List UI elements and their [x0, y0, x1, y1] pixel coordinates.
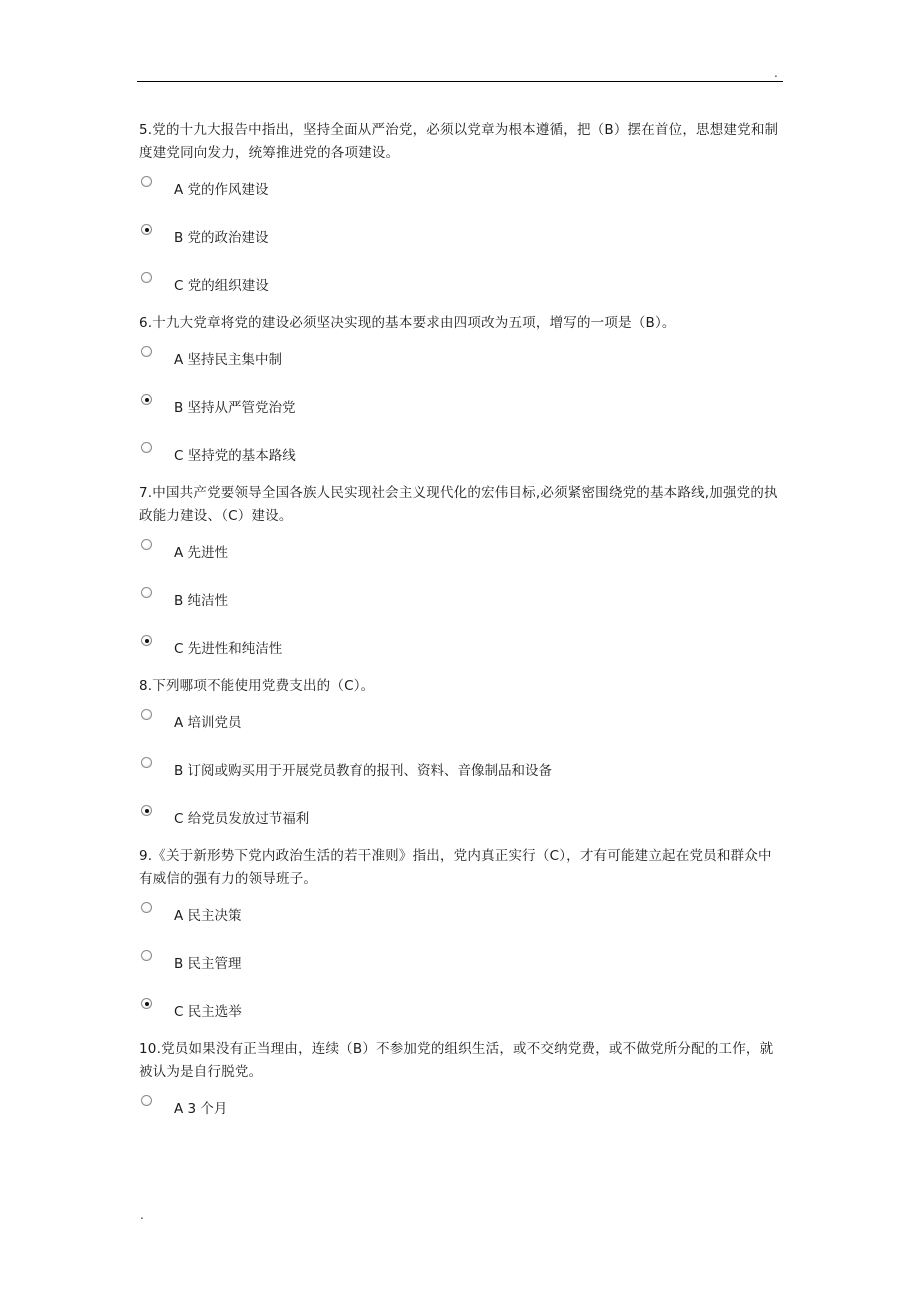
- question-7: [139, 482, 785, 675]
- radio-unchecked-icon[interactable]: [141, 709, 152, 720]
- option-label: B 订阅或购买用于开展党员教育的报刊、资料、音像制品和设备: [174, 763, 553, 779]
- option-c[interactable]: [139, 805, 785, 845]
- option-b[interactable]: [139, 224, 785, 272]
- option-c[interactable]: [139, 442, 785, 482]
- radio-unchecked-icon[interactable]: [141, 950, 152, 961]
- radio-unchecked-icon[interactable]: [141, 272, 152, 283]
- option-c[interactable]: [139, 272, 785, 312]
- question-text: 10.党员如果没有正当理由，连续（B）不参加党的组织生活，或不交纳党费，或不做党所分配的工作，就被认为是自行脱党。: [139, 1041, 774, 1080]
- radio-checked-icon[interactable]: [141, 394, 152, 405]
- option-label: A 坚持民主集中制: [174, 352, 283, 368]
- option-label: C 民主选举: [174, 1004, 242, 1020]
- option-a[interactable]: [139, 709, 785, 757]
- option-label: A 民主决策: [174, 908, 242, 924]
- option-b[interactable]: [139, 394, 785, 442]
- header-rule: [137, 81, 783, 82]
- radio-checked-icon[interactable]: [141, 998, 152, 1009]
- question-text: 5.党的十九大报告中指出，坚持全面从严治党，必须以党章为根本遵循，把（B）摆在首位，思想建党和制度建党同向发力，统筹推进党的各项建设。: [139, 122, 779, 161]
- quiz-content: [139, 119, 785, 1135]
- option-label: A 培训党员: [174, 715, 242, 731]
- footer-mark: .: [140, 1208, 144, 1222]
- question-10: [139, 1038, 785, 1135]
- question-text: 6.十九大党章将党的建设必须坚决实现的基本要求由四项改为五项，增写的一项是（B）。: [139, 315, 676, 331]
- radio-unchecked-icon[interactable]: [141, 757, 152, 768]
- radio-unchecked-icon[interactable]: [141, 587, 152, 598]
- option-a[interactable]: [139, 346, 785, 394]
- radio-checked-icon[interactable]: [141, 224, 152, 235]
- option-c[interactable]: [139, 635, 785, 675]
- question-9: [139, 845, 785, 1038]
- option-b[interactable]: [139, 587, 785, 635]
- option-label: A 党的作风建设: [174, 182, 269, 198]
- option-c[interactable]: [139, 998, 785, 1038]
- radio-unchecked-icon[interactable]: [141, 902, 152, 913]
- radio-checked-icon[interactable]: [141, 805, 152, 816]
- option-label: B 民主管理: [174, 956, 242, 972]
- question-text: 9.《关于新形势下党内政治生活的若干准则》指出，党内真正实行（C），才有可能建立起在党员和群众中有威信的强有力的领导班子。: [139, 848, 772, 887]
- question-5: [139, 119, 785, 312]
- radio-unchecked-icon[interactable]: [141, 176, 152, 187]
- option-b[interactable]: [139, 950, 785, 998]
- question-text: 8.下列哪项不能使用党费支出的（C）。: [139, 678, 375, 694]
- option-a[interactable]: [139, 902, 785, 950]
- radio-unchecked-icon[interactable]: [141, 1095, 152, 1106]
- option-a[interactable]: [139, 1095, 785, 1135]
- option-label: C 先进性和纯洁性: [174, 641, 283, 657]
- question-6: [139, 312, 785, 482]
- option-label: C 党的组织建设: [174, 278, 269, 294]
- option-a[interactable]: [139, 539, 785, 587]
- option-label: B 党的政治建设: [174, 230, 269, 246]
- option-label: A 3 个月: [174, 1101, 228, 1117]
- option-label: C 给党员发放过节福利: [174, 811, 310, 827]
- radio-checked-icon[interactable]: [141, 635, 152, 646]
- option-label: B 纯洁性: [174, 593, 229, 609]
- header-mark: .: [774, 66, 778, 80]
- radio-unchecked-icon[interactable]: [141, 442, 152, 453]
- question-8: [139, 675, 785, 845]
- option-label: C 坚持党的基本路线: [174, 448, 296, 464]
- option-label: A 先进性: [174, 545, 229, 561]
- option-a[interactable]: [139, 176, 785, 224]
- question-text: 7.中国共产党要领导全国各族人民实现社会主义现代化的宏伟目标,必须紧密围绕党的基本路线,加强党的执政能力建设、（C）建设。: [139, 485, 778, 524]
- option-b[interactable]: [139, 757, 785, 805]
- radio-unchecked-icon[interactable]: [141, 346, 152, 357]
- radio-unchecked-icon[interactable]: [141, 539, 152, 550]
- option-label: B 坚持从严管党治党: [174, 400, 296, 416]
